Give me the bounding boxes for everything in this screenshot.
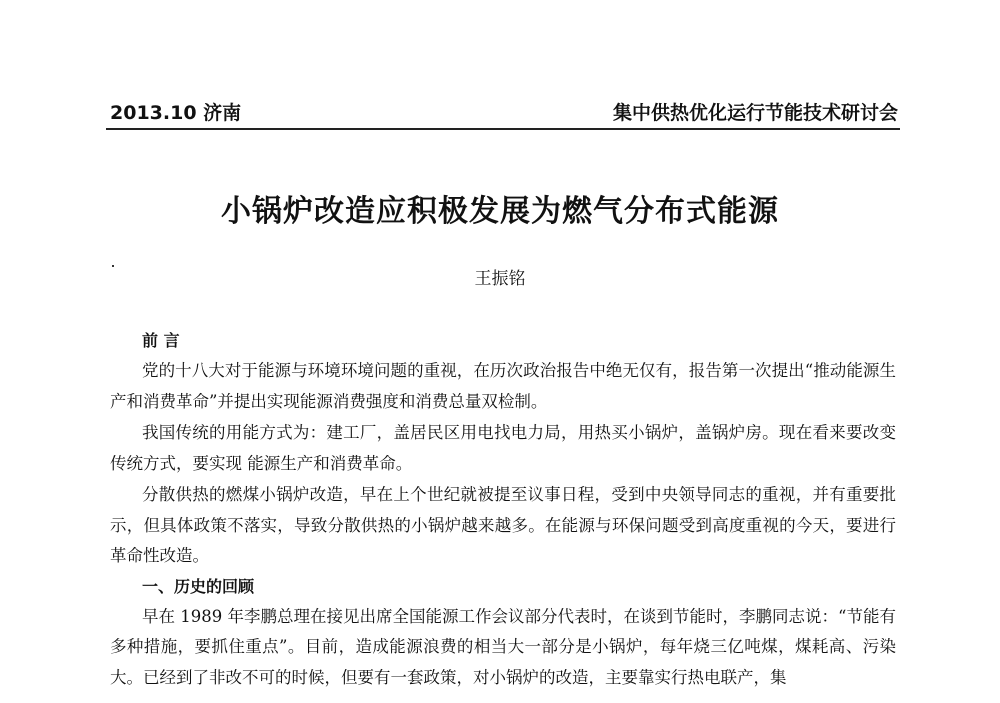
header-conference-name: 集中供热优化运行节能技术研讨会: [612, 102, 898, 124]
header-divider: [106, 128, 900, 130]
author-name: 王振铭: [474, 269, 526, 289]
paragraph: 党的十八大对于能源与环境环境问题的重视，在历次政治报告中绝无仅有，报告第一次提出“推动能源生产和消费革命”并提出实现能源消费强度和消费总量双检制。: [110, 361, 896, 411]
paper-body: [110, 326, 896, 693]
paragraph: 我国传统的用能方式为：建工厂，盖居民区用电找电力局，用热买小锅炉，盖锅炉房。现在看来要改变传统方式，要实现 能源生产和消费革命。: [110, 423, 896, 473]
running-header: [110, 98, 898, 128]
section-heading-preface: 前 言: [142, 331, 180, 350]
header-date-location: 2013.10 济南: [110, 102, 242, 124]
paragraph: 早在 1989 年李鹏总理在接见出席全国能源工作会议部分代表时，在谈到节能时，李鹏同志说：“节能有多种措施，要抓住重点”。目前，造成能源浪费的相当大一部分是小锅炉，每年烧三亿吨煤，煤耗高、污染大。已经到了非改不可的时候，但要有一套政策，对小锅炉的改造，主要靠实行热电联产，集: [110, 606, 896, 687]
paper-title: 小锅炉改造应积极发展为燃气分布式能源: [221, 194, 779, 229]
paragraph: 分散供热的燃煤小锅炉改造，早在上个世纪就被提至议事日程，受到中央领导同志的重视，并有重要批示，但具体政策不落实，导致分散供热的小锅炉越来越多。在能源与环保问题受到高度重视的今天，要进行革命性改造。: [110, 485, 896, 565]
section-heading-history: 一、历史的回顾: [142, 576, 255, 596]
